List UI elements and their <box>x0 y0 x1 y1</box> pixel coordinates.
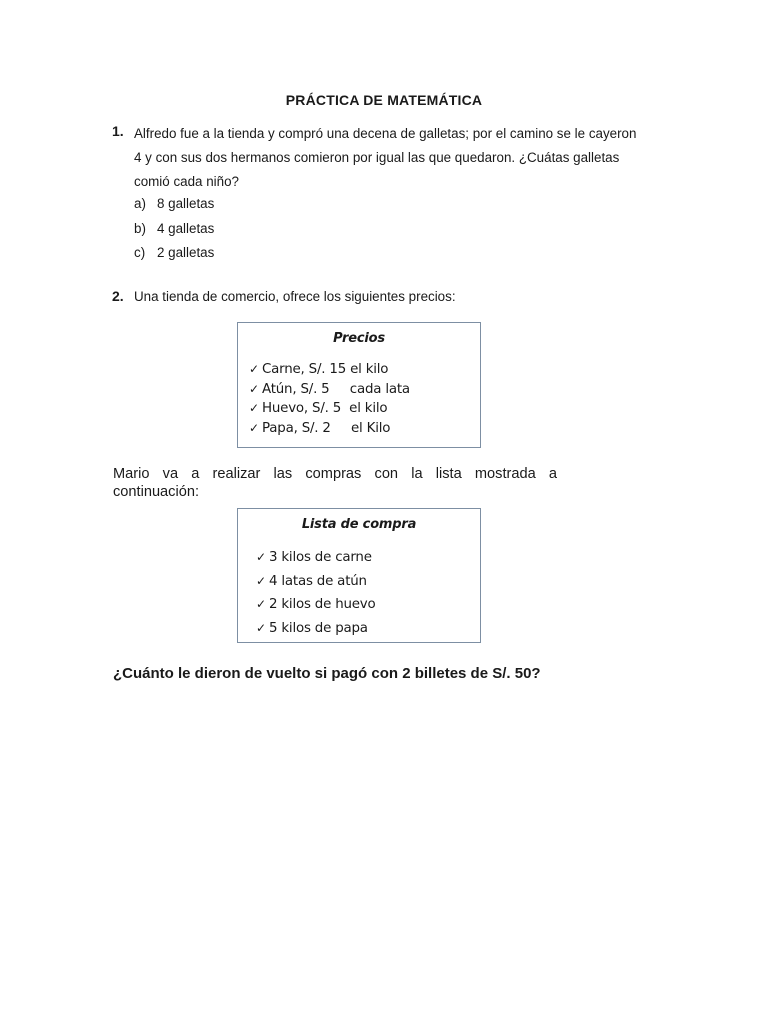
shopping-intro-line-2: continuación: <box>113 484 200 500</box>
price-item-text: Carne, S/. 15 el kilo <box>262 362 389 377</box>
final-question: ¿Cuánto le dieron de vuelto si pagó con 2 billetes de S/. 50? <box>113 665 541 682</box>
prices-list <box>238 360 480 438</box>
check-mark-icon: ✓ <box>249 420 259 435</box>
option-label: b) <box>134 220 146 236</box>
option-label: c) <box>134 245 146 260</box>
check-mark-icon: ✓ <box>256 620 266 635</box>
check-mark-icon: ✓ <box>256 550 266 564</box>
shopping-item <box>256 593 480 617</box>
question-1-number: 1. <box>112 123 124 139</box>
question-2-number: 2. <box>112 288 124 304</box>
shopping-item <box>256 546 480 570</box>
shopping-list-box <box>237 508 481 643</box>
option-a <box>134 192 214 217</box>
price-item-text: Huevo, S/. 5 el kilo <box>262 401 388 416</box>
option-text: 4 galletas <box>157 220 215 236</box>
check-mark-icon: ✓ <box>249 362 259 376</box>
shopping-item-text: 2 kilos de huevo <box>269 597 376 612</box>
shopping-list-title: Lista de compra <box>301 517 417 532</box>
shopping-item <box>256 570 480 594</box>
question-2-text: Una tienda de comercio, ofrece los siguientes precios: <box>134 289 456 304</box>
price-item-text: Atún, S/. 5 cada lata <box>262 381 410 397</box>
option-b <box>134 217 214 242</box>
question-1-line: Alfredo fue a la tienda y compró una decena de galletas; por el camino se le cayeron <box>134 126 637 141</box>
prices-box-title: Precios <box>333 331 385 346</box>
question-1-text <box>134 122 664 194</box>
shopping-item-text: 4 latas de atún <box>269 573 367 589</box>
shopping-intro-line-1: Mario va a realizar las compras con la lista mostrada a <box>113 466 557 482</box>
option-c <box>134 241 214 266</box>
price-item <box>249 399 480 419</box>
question-1-line: comió cada niño? <box>134 174 239 189</box>
check-mark-icon: ✓ <box>256 597 266 611</box>
option-text: 2 galletas <box>157 245 215 260</box>
page-title: PRÁCTICA DE MATEMÁTICA <box>285 92 483 108</box>
price-item-text: Papa, S/. 2 el Kilo <box>262 420 391 436</box>
shopping-item-text: 5 kilos de papa <box>269 620 368 636</box>
price-item <box>249 360 480 380</box>
check-mark-icon: ✓ <box>249 401 259 415</box>
check-mark-icon: ✓ <box>256 573 266 588</box>
shopping-item <box>256 617 480 641</box>
shopping-item-text: 3 kilos de carne <box>269 550 372 565</box>
question-1-line: 4 y con sus dos hermanos comieron por igual las que quedaron. ¿Cuátas galletas <box>134 150 620 165</box>
price-item <box>249 380 480 400</box>
shopping-list <box>238 546 480 640</box>
check-mark-icon: ✓ <box>249 381 259 396</box>
option-label: a) <box>134 196 146 211</box>
price-item <box>249 419 480 439</box>
option-text: 8 galletas <box>157 196 215 211</box>
prices-box <box>237 322 481 448</box>
question-1-options <box>134 192 214 266</box>
